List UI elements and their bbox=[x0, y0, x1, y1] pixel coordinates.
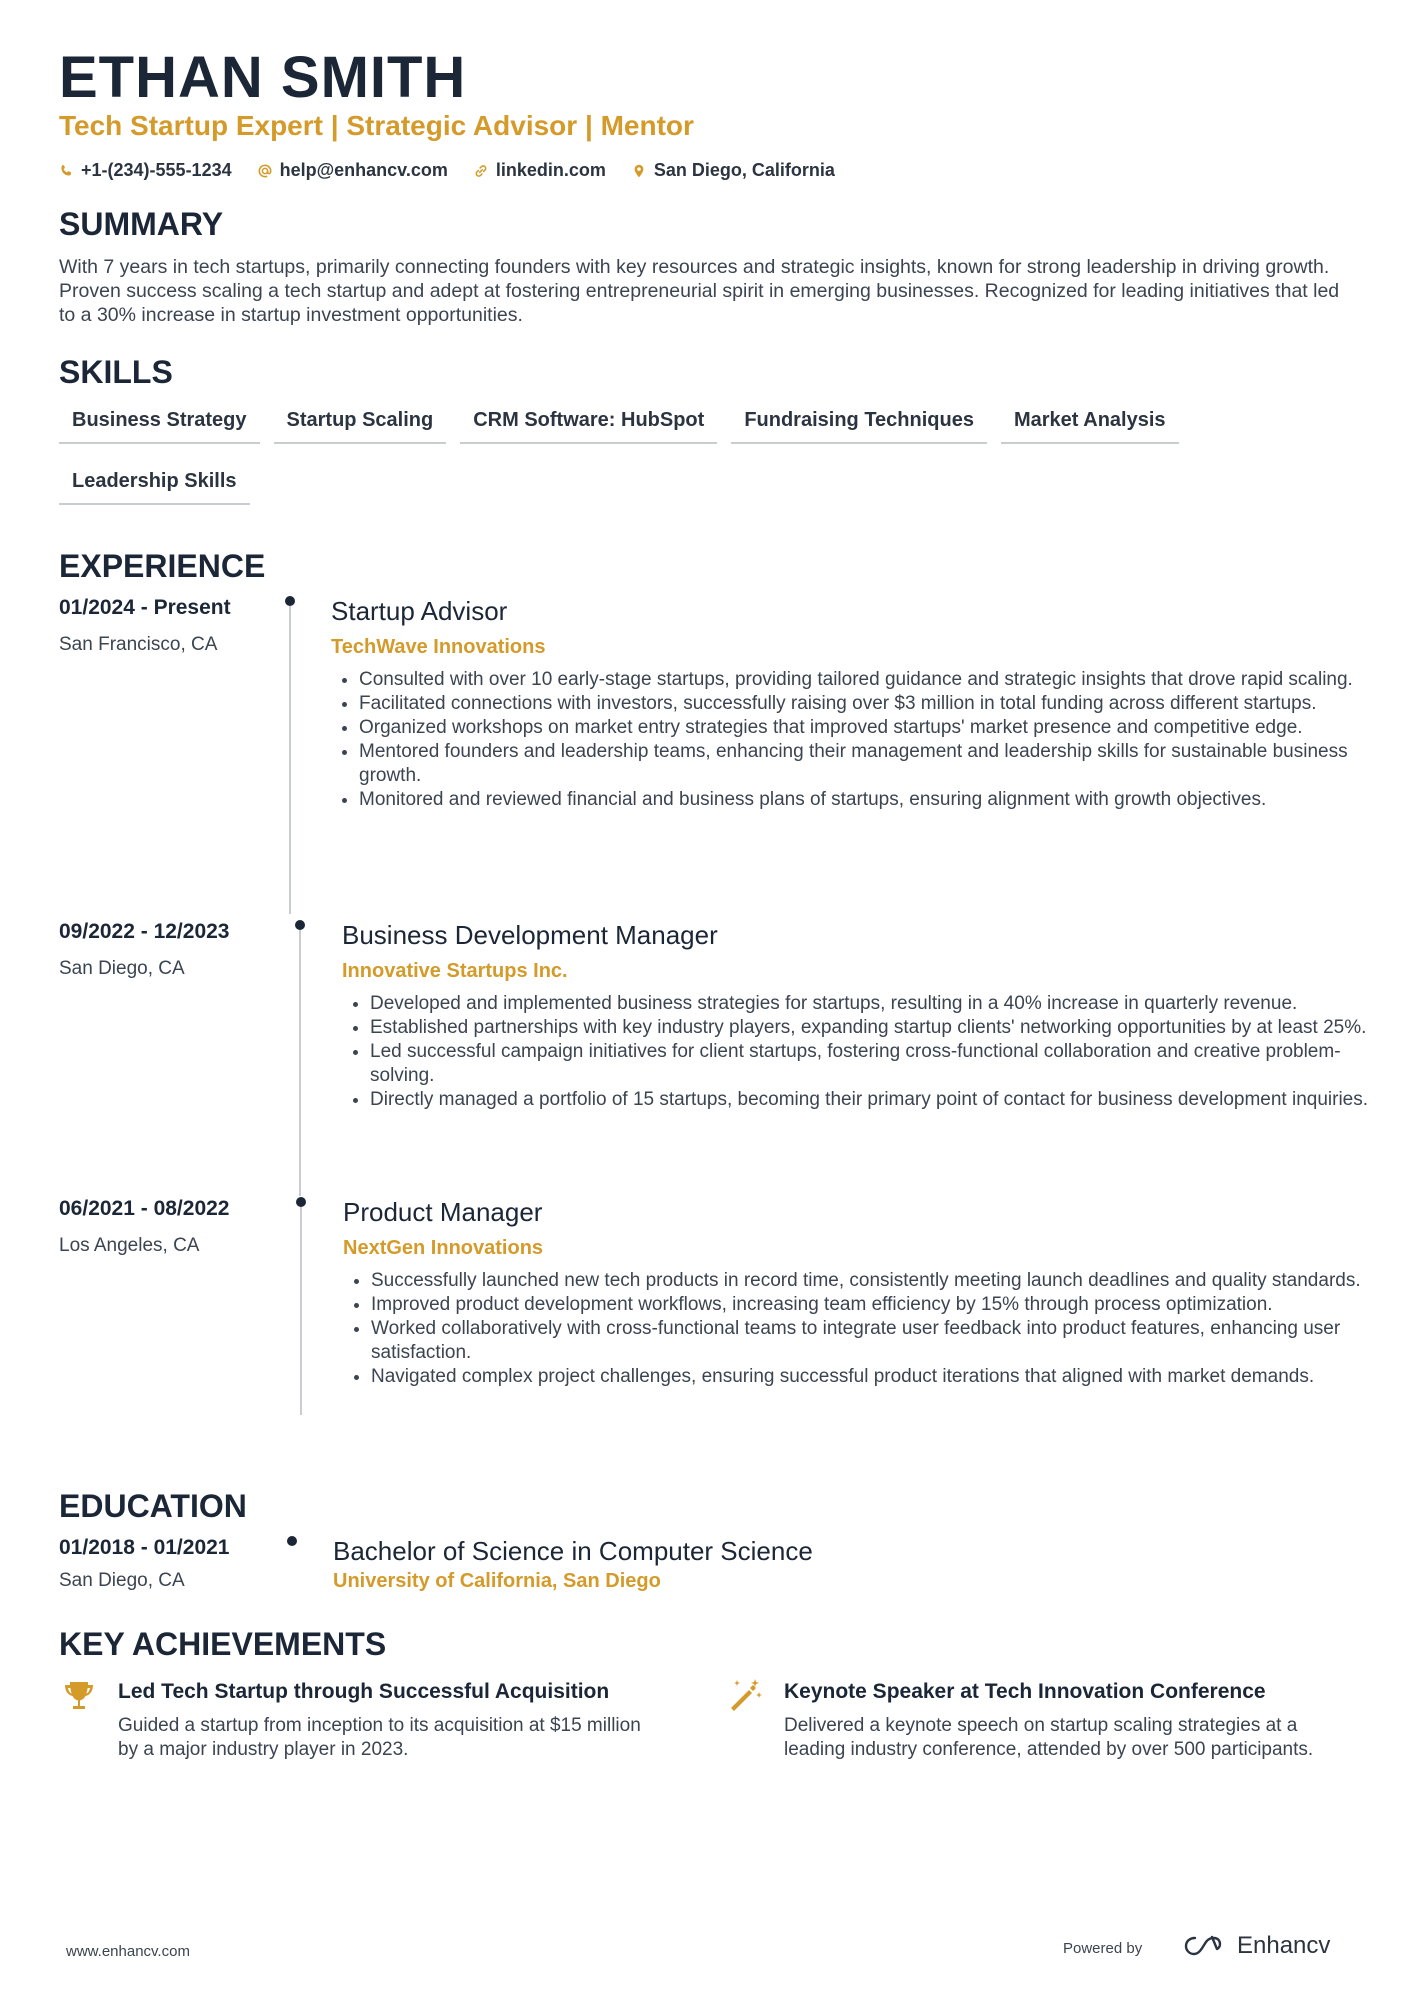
timeline-dot bbox=[296, 1197, 306, 1207]
list-item: • Monitored and reviewed financial and business plans of startups, ensuring alignment with growth objectives. bbox=[359, 788, 1359, 812]
experience-location: San Diego, CA bbox=[59, 958, 185, 979]
link-icon bbox=[474, 164, 488, 178]
education-school: University of California, San Diego bbox=[333, 1570, 661, 1592]
contact-bar bbox=[59, 160, 835, 181]
contact-phone[interactable] bbox=[59, 160, 232, 181]
achievement-description: Delivered a keynote speech on startup scaling strategies at a leading industry conference, attended by over 500 participants. bbox=[784, 1715, 1314, 1760]
at-icon bbox=[258, 164, 272, 178]
contact-email[interactable] bbox=[258, 160, 448, 181]
skill-tag: Startup Scaling bbox=[274, 405, 447, 444]
phone-icon bbox=[59, 164, 73, 178]
achievement-title: Led Tech Startup through Successful Acquisition bbox=[118, 1680, 610, 1703]
timeline-dot bbox=[285, 596, 295, 606]
candidate-tagline: Tech Startup Expert | Strategic Advisor | Mentor bbox=[59, 110, 694, 141]
contact-linkedin-text: linkedin.com bbox=[495, 160, 606, 180]
timeline-dot bbox=[287, 1536, 297, 1546]
experience-bullets bbox=[343, 1269, 1371, 1389]
list-item: • Successfully launched new tech products in record time, consistently meeting launch deadlines and quality standards. bbox=[371, 1269, 1371, 1293]
experience-company: TechWave Innovations bbox=[331, 636, 546, 658]
summary-heading: SUMMARY bbox=[59, 206, 224, 242]
experience-dates: 06/2021 - 08/2022 bbox=[59, 1197, 230, 1220]
enhancv-logo-text: Enhancv bbox=[1237, 1932, 1331, 1959]
experience-dates: 01/2024 - Present bbox=[59, 596, 231, 619]
list-item: • Navigated complex project challenges, ensuring successful product iterations that aligned with market demands. bbox=[371, 1365, 1371, 1389]
list-item: • Directly managed a portfolio of 15 startups, becoming their primary point of contact for business development inquiries. bbox=[370, 1088, 1370, 1112]
achievement-title: Keynote Speaker at Tech Innovation Conference bbox=[784, 1680, 1266, 1703]
experience-dates: 09/2022 - 12/2023 bbox=[59, 920, 230, 943]
powered-by-label: Powered by bbox=[1063, 1940, 1143, 1957]
list-item: • Worked collaboratively with cross-functional teams to integrate user feedback into product features, enhancing user satisfaction. bbox=[371, 1317, 1371, 1365]
experience-role: Startup Advisor bbox=[331, 596, 508, 626]
contact-linkedin[interactable] bbox=[474, 160, 606, 181]
candidate-name: ETHAN SMITH bbox=[59, 45, 467, 110]
list-item: • Established partnerships with key industry players, expanding startup clients' networking opportunities by at least 25%. bbox=[370, 1016, 1370, 1040]
timeline-dot bbox=[295, 920, 305, 930]
list-item: • Consulted with over 10 early-stage startups, providing tailored guidance and strategic insights that drove rapid scaling. bbox=[359, 668, 1359, 692]
experience-heading: EXPERIENCE bbox=[59, 548, 266, 584]
skill-tag: Fundraising Techniques bbox=[731, 405, 987, 444]
skills-heading: SKILLS bbox=[59, 354, 173, 390]
summary-text: With 7 years in tech startups, primarily connecting founders with key resources and strategic insights, known for strong leadership in driving growth. Proven success scaling a tech startup and adept at fostering entrepreneurial spirit in emerging businesses. Recognized for leading initiatives that led to a 30% increase in startup investment opportunities. bbox=[59, 256, 1340, 326]
skill-tag: Market Analysis bbox=[1001, 405, 1179, 444]
magic-wand-icon bbox=[725, 1676, 765, 1716]
trophy-icon bbox=[59, 1676, 99, 1716]
achievements-heading: KEY ACHIEVEMENTS bbox=[59, 1626, 387, 1662]
skill-tag: Business Strategy bbox=[59, 405, 260, 444]
enhancv-logo-icon bbox=[1183, 1934, 1229, 1958]
timeline-line bbox=[289, 606, 291, 914]
list-item: • Improved product development workflows, increasing team efficiency by 15% through process optimization. bbox=[371, 1293, 1371, 1317]
experience-role: Business Development Manager bbox=[342, 920, 718, 950]
achievement-description: Guided a startup from inception to its acquisition at $15 million by a major industry player in 2023. bbox=[118, 1715, 641, 1760]
timeline-line bbox=[300, 1207, 302, 1415]
contact-location bbox=[632, 160, 835, 181]
contact-phone-text: +1-(234)-555-1234 bbox=[81, 160, 232, 180]
location-pin-icon bbox=[632, 164, 646, 178]
experience-location: Los Angeles, CA bbox=[59, 1235, 200, 1256]
experience-bullets bbox=[342, 992, 1370, 1112]
education-heading: EDUCATION bbox=[59, 1488, 247, 1524]
list-item: • Developed and implemented business strategies for startups, resulting in a 40% increase in quarterly revenue. bbox=[370, 992, 1370, 1016]
contact-email-text: help@enhancv.com bbox=[279, 160, 448, 180]
enhancv-logo[interactable] bbox=[1183, 1932, 1330, 1960]
timeline-line bbox=[299, 930, 301, 1196]
education-dates: 01/2018 - 01/2021 bbox=[59, 1536, 230, 1559]
education-degree: Bachelor of Science in Computer Science bbox=[333, 1536, 813, 1566]
contact-location-text: San Diego, California bbox=[653, 160, 835, 180]
experience-company: NextGen Innovations bbox=[343, 1237, 544, 1259]
list-item: • Mentored founders and leadership teams, enhancing their management and leadership skills for sustainable business growth. bbox=[359, 740, 1359, 788]
list-item: • Led successful campaign initiatives for client startups, fostering cross-functional collaboration and creative problem-solving. bbox=[370, 1040, 1370, 1088]
skill-tag: Leadership Skills bbox=[59, 466, 250, 505]
skill-tag: CRM Software: HubSpot bbox=[460, 405, 717, 444]
experience-role: Product Manager bbox=[343, 1197, 543, 1227]
experience-company: Innovative Startups Inc. bbox=[342, 960, 568, 982]
education-location: San Diego, CA bbox=[59, 1570, 185, 1591]
experience-bullets bbox=[331, 668, 1359, 812]
list-item: • Organized workshops on market entry strategies that improved startups' market presence and competitive edge. bbox=[359, 716, 1359, 740]
skills-list bbox=[59, 405, 1359, 505]
experience-location: San Francisco, CA bbox=[59, 634, 218, 655]
footer-website-link[interactable]: www.enhancv.com bbox=[66, 1943, 190, 1960]
list-item: • Facilitated connections with investors, successfully raising over $3 million in total funding across different startups. bbox=[359, 692, 1359, 716]
